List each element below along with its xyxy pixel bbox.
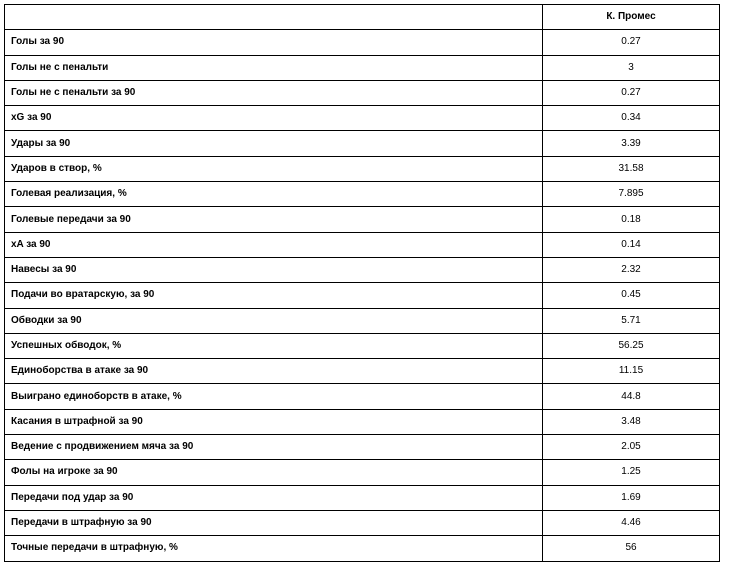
table-row [5, 131, 720, 156]
stat-value: 2.05 [543, 435, 720, 460]
stats-table-body [5, 5, 720, 562]
stat-label: Выиграно единоборств в атаке, % [5, 384, 543, 409]
table-header-row [5, 5, 720, 30]
stat-label: Успешных обводок, % [5, 333, 543, 358]
stat-label: Передачи под удар за 90 [5, 485, 543, 510]
stat-value: 5.71 [543, 308, 720, 333]
stat-value: 0.45 [543, 283, 720, 308]
stat-label: Голы не с пенальти [5, 55, 543, 80]
table-row [5, 359, 720, 384]
stat-label: Голевые передачи за 90 [5, 207, 543, 232]
stat-label: Единоборства в атаке за 90 [5, 359, 543, 384]
table-row [5, 536, 720, 561]
stat-label: Обводки за 90 [5, 308, 543, 333]
table-row [5, 106, 720, 131]
stat-label: Ведение с продвижением мяча за 90 [5, 435, 543, 460]
stat-label: xA за 90 [5, 232, 543, 257]
stat-value: 0.18 [543, 207, 720, 232]
table-row [5, 333, 720, 358]
stat-label: Голы не с пенальти за 90 [5, 80, 543, 105]
header-label-cell [5, 5, 543, 30]
table-row [5, 283, 720, 308]
stat-label: Удары за 90 [5, 131, 543, 156]
stat-value: 1.69 [543, 485, 720, 510]
stat-value: 3.48 [543, 409, 720, 434]
table-row [5, 485, 720, 510]
stat-label: Голы за 90 [5, 30, 543, 55]
table-row [5, 80, 720, 105]
stat-value: 0.27 [543, 80, 720, 105]
stat-value: 1.25 [543, 460, 720, 485]
stat-value: 3 [543, 55, 720, 80]
table-row [5, 156, 720, 181]
table-row [5, 257, 720, 282]
stat-value: 3.39 [543, 131, 720, 156]
stat-label: Касания в штрафной за 90 [5, 409, 543, 434]
stat-label: Ударов в створ, % [5, 156, 543, 181]
table-row [5, 435, 720, 460]
stat-label: Фолы на игроке за 90 [5, 460, 543, 485]
stat-value: 0.14 [543, 232, 720, 257]
stat-value: 44.8 [543, 384, 720, 409]
stat-value: 0.34 [543, 106, 720, 131]
stats-table [4, 4, 720, 562]
table-row [5, 232, 720, 257]
table-row [5, 30, 720, 55]
table-row [5, 207, 720, 232]
table-row [5, 409, 720, 434]
stat-value: 31.58 [543, 156, 720, 181]
table-row [5, 460, 720, 485]
stat-label: Точные передачи в штрафную, % [5, 536, 543, 561]
stat-label: Передачи в штрафную за 90 [5, 510, 543, 535]
stat-value: 11.15 [543, 359, 720, 384]
table-row [5, 510, 720, 535]
table-row [5, 55, 720, 80]
stat-value: 2.32 [543, 257, 720, 282]
stat-label: xG за 90 [5, 106, 543, 131]
table-row [5, 182, 720, 207]
stat-value: 7.895 [543, 182, 720, 207]
stat-value: 56.25 [543, 333, 720, 358]
table-row [5, 384, 720, 409]
stat-value: 4.46 [543, 510, 720, 535]
header-player-name: К. Промес [543, 5, 720, 30]
stat-label: Голевая реализация, % [5, 182, 543, 207]
stat-label: Навесы за 90 [5, 257, 543, 282]
stat-value: 0.27 [543, 30, 720, 55]
table-row [5, 308, 720, 333]
stat-value: 56 [543, 536, 720, 561]
stat-label: Подачи во вратарскую, за 90 [5, 283, 543, 308]
